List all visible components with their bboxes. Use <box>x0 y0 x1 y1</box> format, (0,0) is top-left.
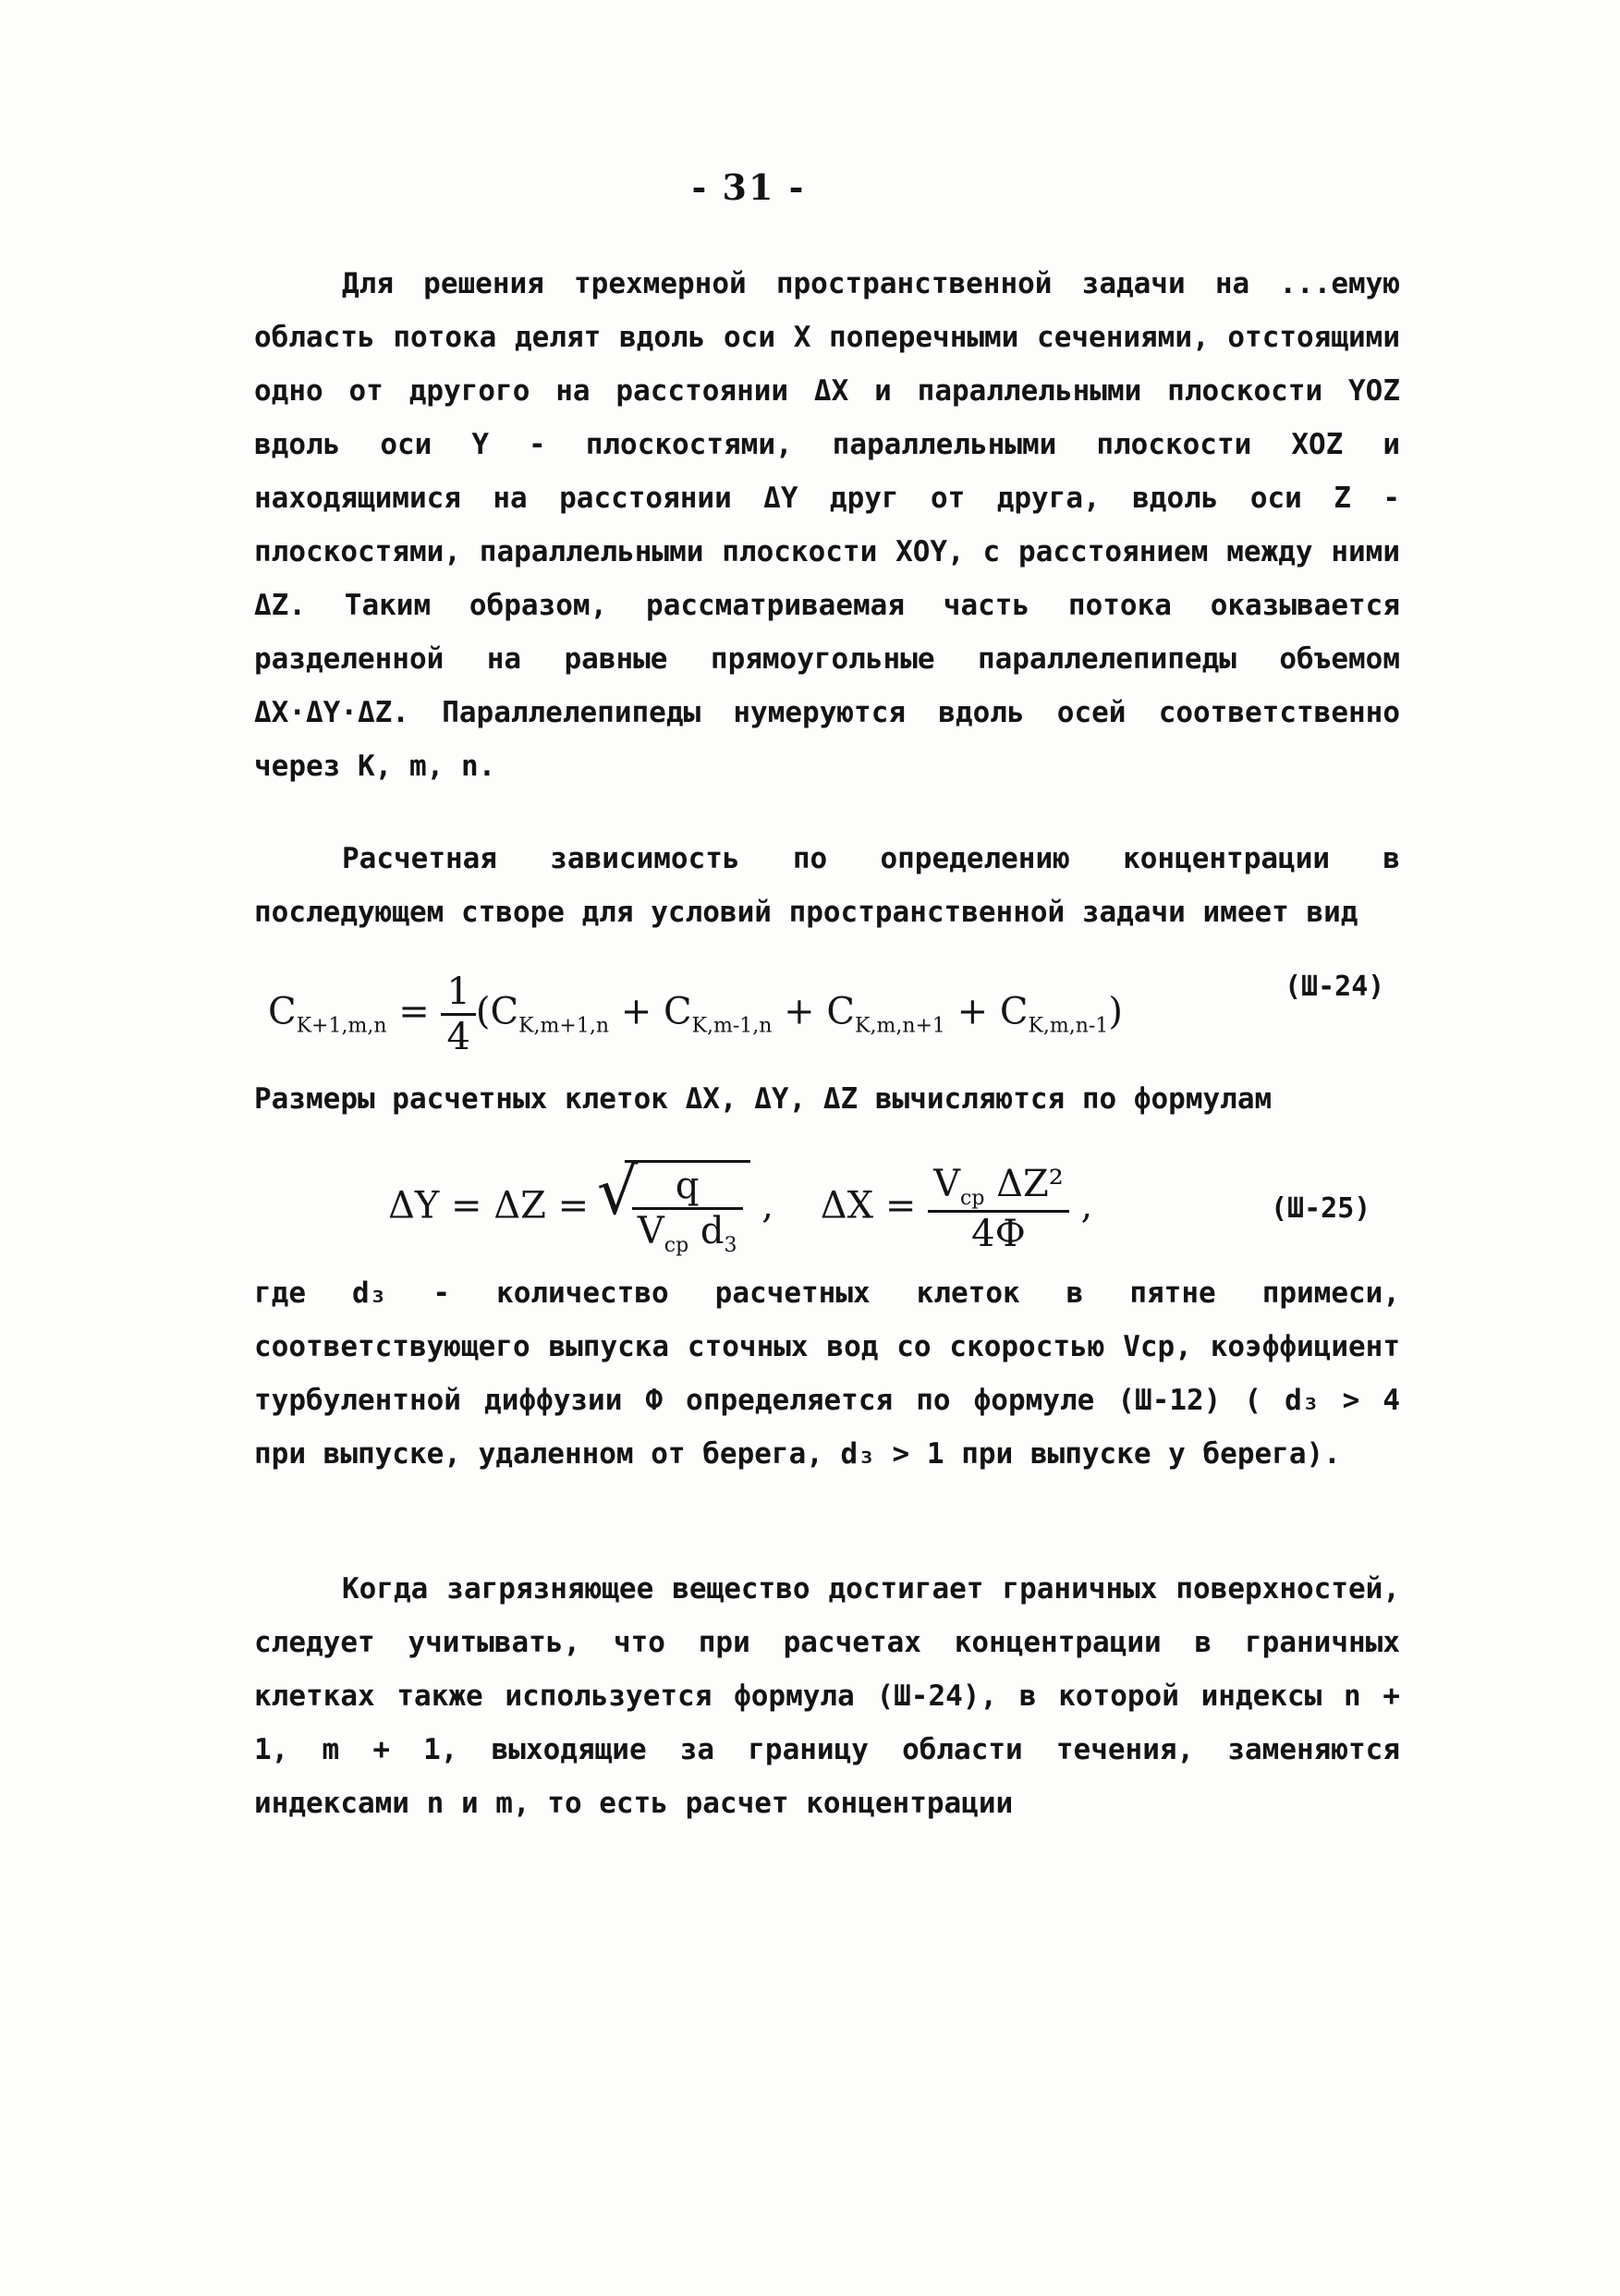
equation-number-1: (Ш-24) <box>1285 971 1385 1003</box>
paragraph-4: где d₃ - количество расчетных клеток в пятне примеси, соответствующего выпуска сточных вод со скоростью Vср, коэффициент турбулентной диффузии Ф определяется по формуле (Ш-12) ( d₃ > 4 при выпуске, удаленном от берега, d₃ > 1 при выпуске у берега). <box>254 1276 1400 1471</box>
equation-number-2: (Ш-25) <box>1271 1192 1371 1225</box>
equation-concentration: $C_{K+1,m,n}$ = $\frac{1}{4}$ $(C_{K,m+1,n} + C_{K,m-1,n} + C_{K,m,n+1} + C_{K,m,n-1})$ <box>268 971 1123 1058</box>
paragraph-1: Для решения трехмерной пространственной задачи на ...емую область потока делят вдоль оси X поперечными сечениями, отстоящими одно от другого на расстоянии ΔX и параллельными плоскости YOZ вдоль оси Y - плоскостями, параллельными плоскости XOZ и находящимися на расстоянии ΔY друг от друга, вдоль оси Z - плоскостями, параллельными плоскости XOY, с расстоянием между ними ΔZ. Таким образом, рассматриваемая часть потока оказывается разделенной на равные прямоугольные параллелепипеды объемом ΔX·ΔY·ΔZ. Параллелепипеды нумеруются вдоль осей соответственно через К, m, n. <box>254 267 1400 783</box>
page-number: - 31 - <box>691 166 806 208</box>
paragraph-3: Размеры расчетных клеток ΔX, ΔY, ΔZ вычисляются по формулам <box>254 1082 1273 1116</box>
paragraph-5: Когда загрязняющее вещество достигает граничных поверхностей, следует учитывать, что при расчетах концентрации в граничных клетках также используется формула (Ш-24), в которой индексы n + 1, m + 1, выходящие за границу области течения, заменяются индексами n и m, то есть расчет концентрации <box>254 1572 1400 1820</box>
paragraph-2: Расчетная зависимость по определению концентрации в последующем створе для условий пространственной задачи имеет вид <box>254 842 1400 929</box>
equation-cell-size: ΔY = ΔZ = √ $\frac{q}{V_{ср} d_3}$ , ΔX = $\frac{V_{ср} \Delta Z^2}{4Ф}$ , <box>388 1160 1092 1257</box>
